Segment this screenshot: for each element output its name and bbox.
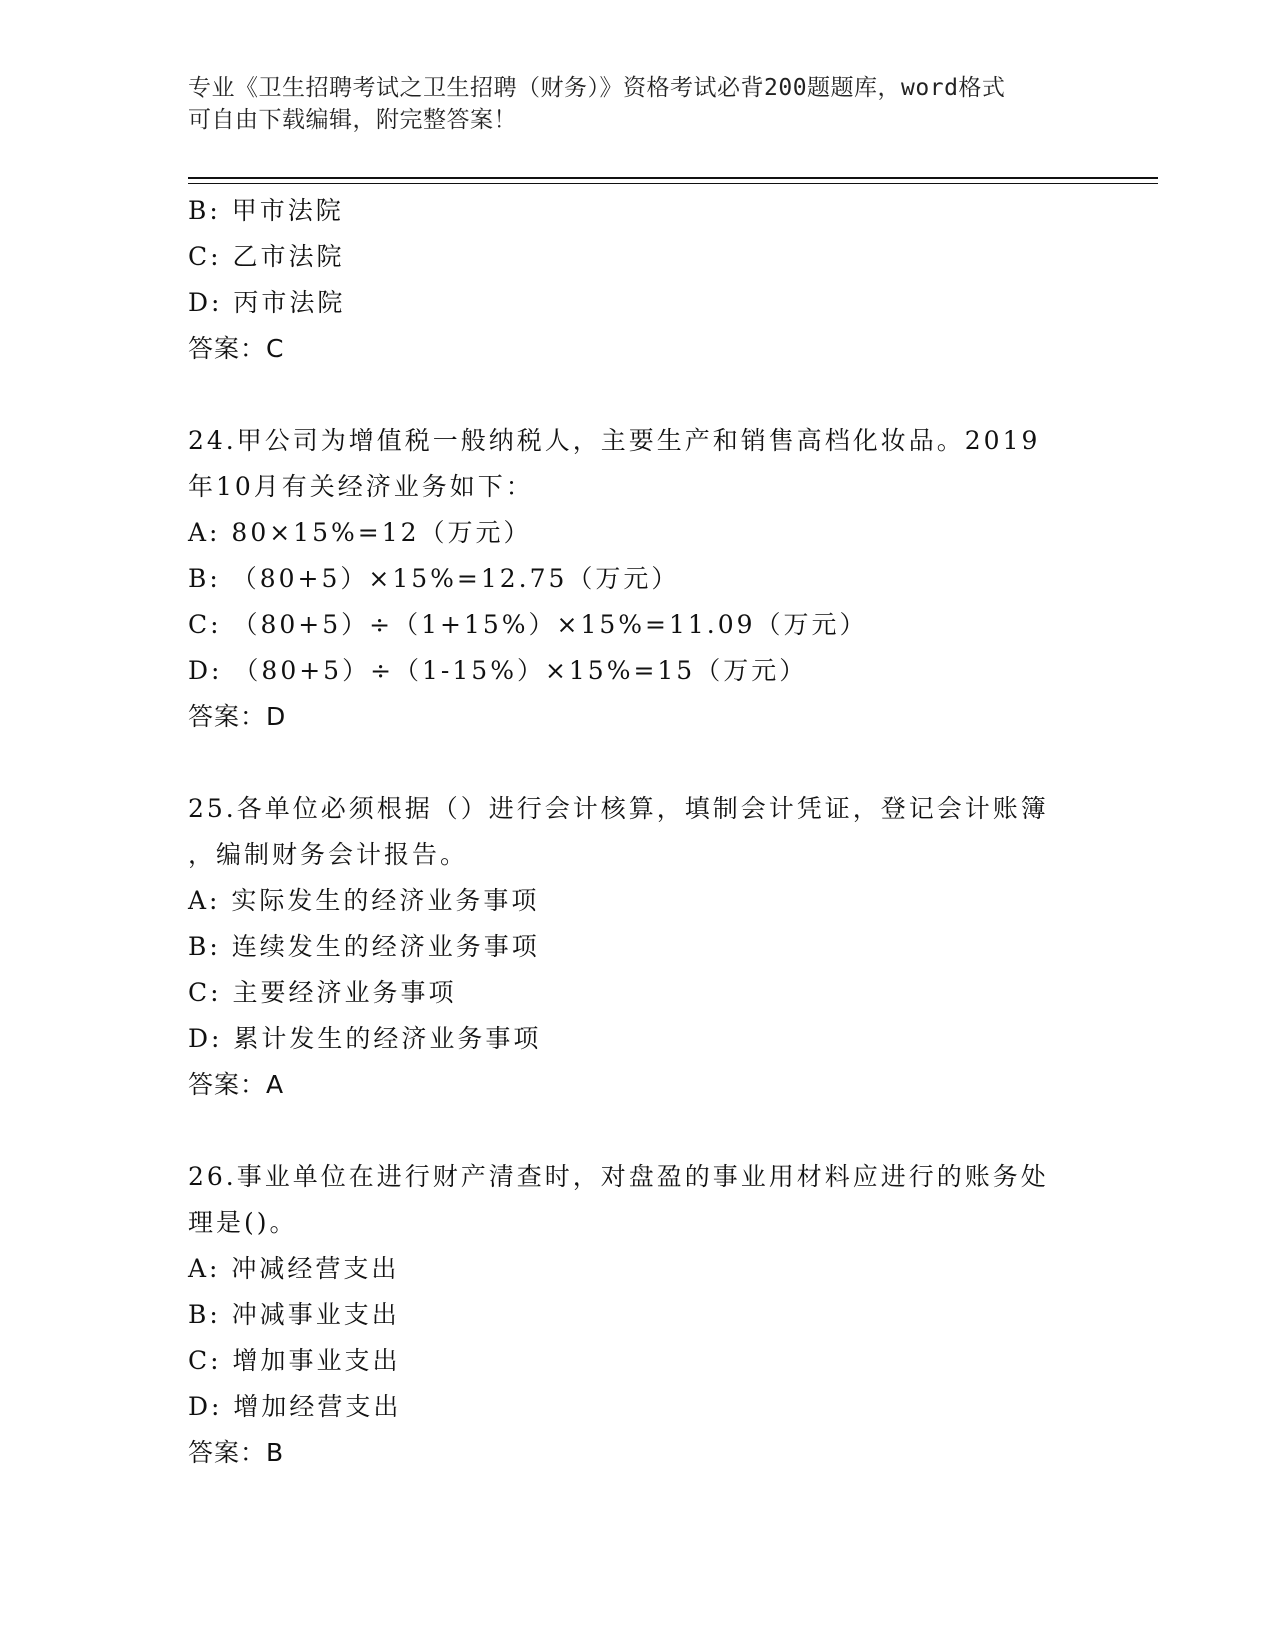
option-b: B: 冲减事业支出 [188,1300,400,1329]
answer-line: 答案：D [188,702,287,731]
document-header [188,72,1068,136]
option-b: B: 甲市法院 [188,196,344,225]
option-d: D: （80+5）÷（1-15%）×15%=15（万元） [188,656,808,685]
option-c: C: 增加事业支出 [188,1346,401,1375]
option-c: C: 主要经济业务事项 [188,978,457,1007]
answer-line: 答案：C [188,334,285,363]
option-d: D: 累计发生的经济业务事项 [188,1024,542,1053]
question-26 [188,1154,1088,1476]
answer-line: 答案：A [188,1070,285,1099]
option-a: A: 冲减经营支出 [188,1254,400,1283]
spacer [188,372,1088,418]
question-text-line-2: ，编制财务会计报告。 [188,840,469,869]
question-23 [188,188,1088,372]
question-text-line-1: 26.事业单位在进行财产清查时，对盘盈的事业用材料应进行的账务处 [188,1162,1049,1191]
question-24 [188,418,1088,740]
header-title-line-2: 可自由下载编辑，附完整答案！ [188,107,517,133]
question-25 [188,786,1088,1108]
question-text-line-2: 年10月有关经济业务如下： [188,472,534,501]
question-text-line-2: 理是()。 [188,1208,298,1237]
question-text-line-1: 24.甲公司为增值税一般纳税人，主要生产和销售高档化妆品。2019 [188,426,1041,455]
option-d: D: 丙市法院 [188,288,346,317]
document-body [188,188,1088,1476]
header-rule-thick [188,177,1158,179]
question-text-line-1: 25.各单位必须根据（）进行会计核算，填制会计凭证，登记会计账簿 [188,794,1049,823]
option-b: B: 连续发生的经济业务事项 [188,932,540,961]
option-c: C: 乙市法院 [188,242,345,271]
header-rule-thin [188,183,1158,184]
answer-line: 答案：B [188,1438,285,1467]
option-b: B: （80+5）×15%=12.75（万元） [188,564,680,593]
spacer [188,740,1088,786]
option-a: A: 80×15%=12（万元） [188,518,532,547]
option-a: A: 实际发生的经济业务事项 [188,886,540,915]
option-c: C: （80+5）÷（1+15%）×15%=11.09（万元） [188,610,868,639]
option-d: D: 增加经营支出 [188,1392,402,1421]
spacer [188,1108,1088,1154]
header-title-line-1: 专业《卫生招聘考试之卫生招聘（财务）》资格考试必背200题题库，word格式 [188,75,1006,101]
